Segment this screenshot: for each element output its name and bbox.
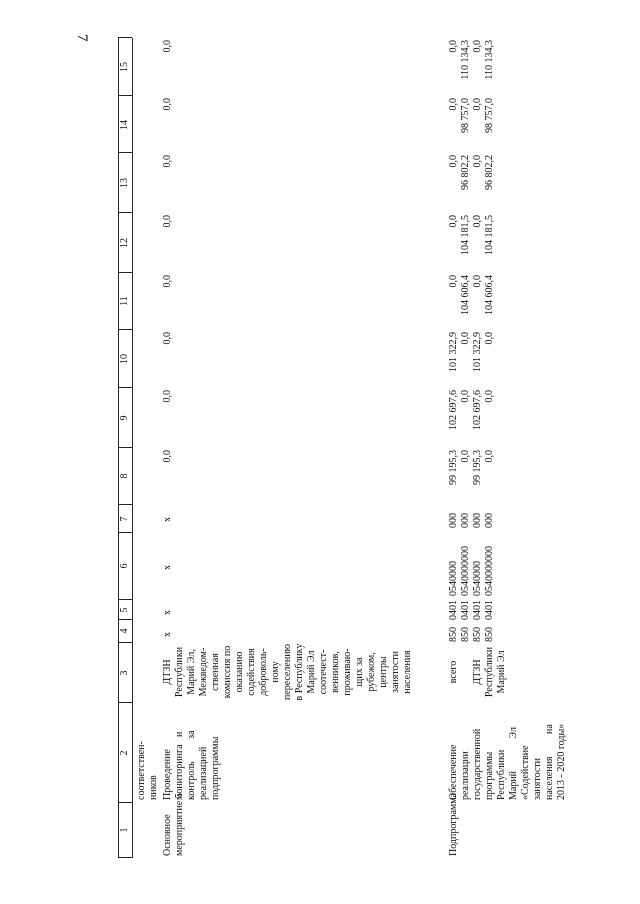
header-divider — [118, 95, 132, 96]
col-header-5: 5 — [119, 607, 130, 613]
col-header-8: 8 — [119, 473, 130, 479]
col-header-4: 4 — [119, 628, 130, 634]
subprogram-col12: 0,0 104 181,5 0,0 104 181,5 — [448, 215, 495, 255]
subprogram-col2: Обеспечение реализации государственной программы Республики Марий Эл «Содействие занятости населения на 2013 - 2020 годы» — [448, 723, 567, 800]
measure5-col10: 0,0 — [162, 332, 173, 345]
measure5-col4: х — [162, 632, 173, 637]
measure5-col11: 0,0 — [162, 275, 173, 288]
col-header-10: 10 — [119, 354, 130, 364]
col-header-3: 3 — [119, 670, 130, 676]
subprogram-col14: 0,0 98 757,0 0,0 98 757,0 — [448, 98, 495, 133]
col-header-14: 14 — [119, 120, 130, 130]
measure5-col15: 0,0 — [162, 40, 173, 53]
col-header-13: 13 — [119, 178, 130, 188]
measure5-col6: х — [162, 565, 173, 570]
header-divider — [118, 387, 132, 388]
col-header-12: 12 — [119, 238, 130, 248]
measure5-col1: Основное мероприятие 5 — [162, 793, 185, 856]
col-header-1: 1 — [119, 827, 130, 833]
measure5-col5: х — [162, 610, 173, 615]
measure5-col3: ДТЗН Республики Марий Эл, Межведом- ственная комиссия по оказанию содействия доброволь- ному переселению в Республику Марий Эл соотечест- венников, проживаю- щих за рубежом, центры занятости населения — [162, 643, 413, 701]
subprogram-col1: Подпрограмма — [448, 793, 459, 856]
subprogram-col15: 0,0 110 134,3 0,0 110 134,3 — [448, 40, 495, 80]
subprogram-col5: 0401 0401 0401 0401 — [448, 600, 495, 620]
measure5-col2: Проведение мониторинга и контроль за реализацией подпрограммы — [162, 730, 221, 800]
subprogram-col7: 000 000 000 000 — [448, 513, 495, 528]
measure5-col12: 0,0 — [162, 215, 173, 228]
col-header-11: 11 — [119, 296, 130, 306]
subprogram-col10: 101 322,9 0,0 101 322,9 0,0 — [448, 332, 495, 372]
header-divider — [118, 447, 132, 448]
measure5-col8: 0,0 — [162, 450, 173, 463]
col-header-2: 2 — [119, 750, 130, 756]
col-header-6: 6 — [119, 563, 130, 569]
col-header-9: 9 — [119, 415, 130, 421]
page-number: 7 — [74, 34, 90, 42]
subprogram-col3: всего ДТЗН Республики Марий Эл — [448, 646, 507, 698]
budget-table — [118, 38, 638, 858]
header-bottom-line — [132, 38, 133, 858]
header-divider — [118, 272, 132, 273]
subprogram-col11: 0,0 104 606,4 0,0 104 606,4 — [448, 275, 495, 315]
header-divider — [118, 152, 132, 153]
measure5-col7: х — [162, 517, 173, 522]
subprogram-col4: 850 850 850 850 — [448, 627, 495, 642]
header-divider — [118, 857, 132, 858]
carryover-col2: соответствен- ников — [136, 741, 159, 800]
measure5-col9: 0,0 — [162, 390, 173, 403]
col-header-15: 15 — [119, 62, 130, 72]
header-divider — [118, 329, 132, 330]
header-divider — [118, 37, 132, 38]
header-divider — [118, 212, 132, 213]
subprogram-col6: 0540000 0540000000 0540000 0540000000 — [448, 546, 495, 596]
header-divider — [118, 702, 132, 703]
col-header-7: 7 — [119, 516, 130, 522]
header-divider — [118, 802, 132, 803]
subprogram-col8: 99 195,3 0,0 99 195,3 0,0 — [448, 450, 495, 485]
subprogram-col13: 0,0 96 802,2 0,0 96 802,2 — [448, 155, 495, 190]
measure5-col14: 0,0 — [162, 98, 173, 111]
subprogram-col9: 102 697,6 0,0 102 697,6 0,0 — [448, 390, 495, 430]
measure5-col13: 0,0 — [162, 155, 173, 168]
